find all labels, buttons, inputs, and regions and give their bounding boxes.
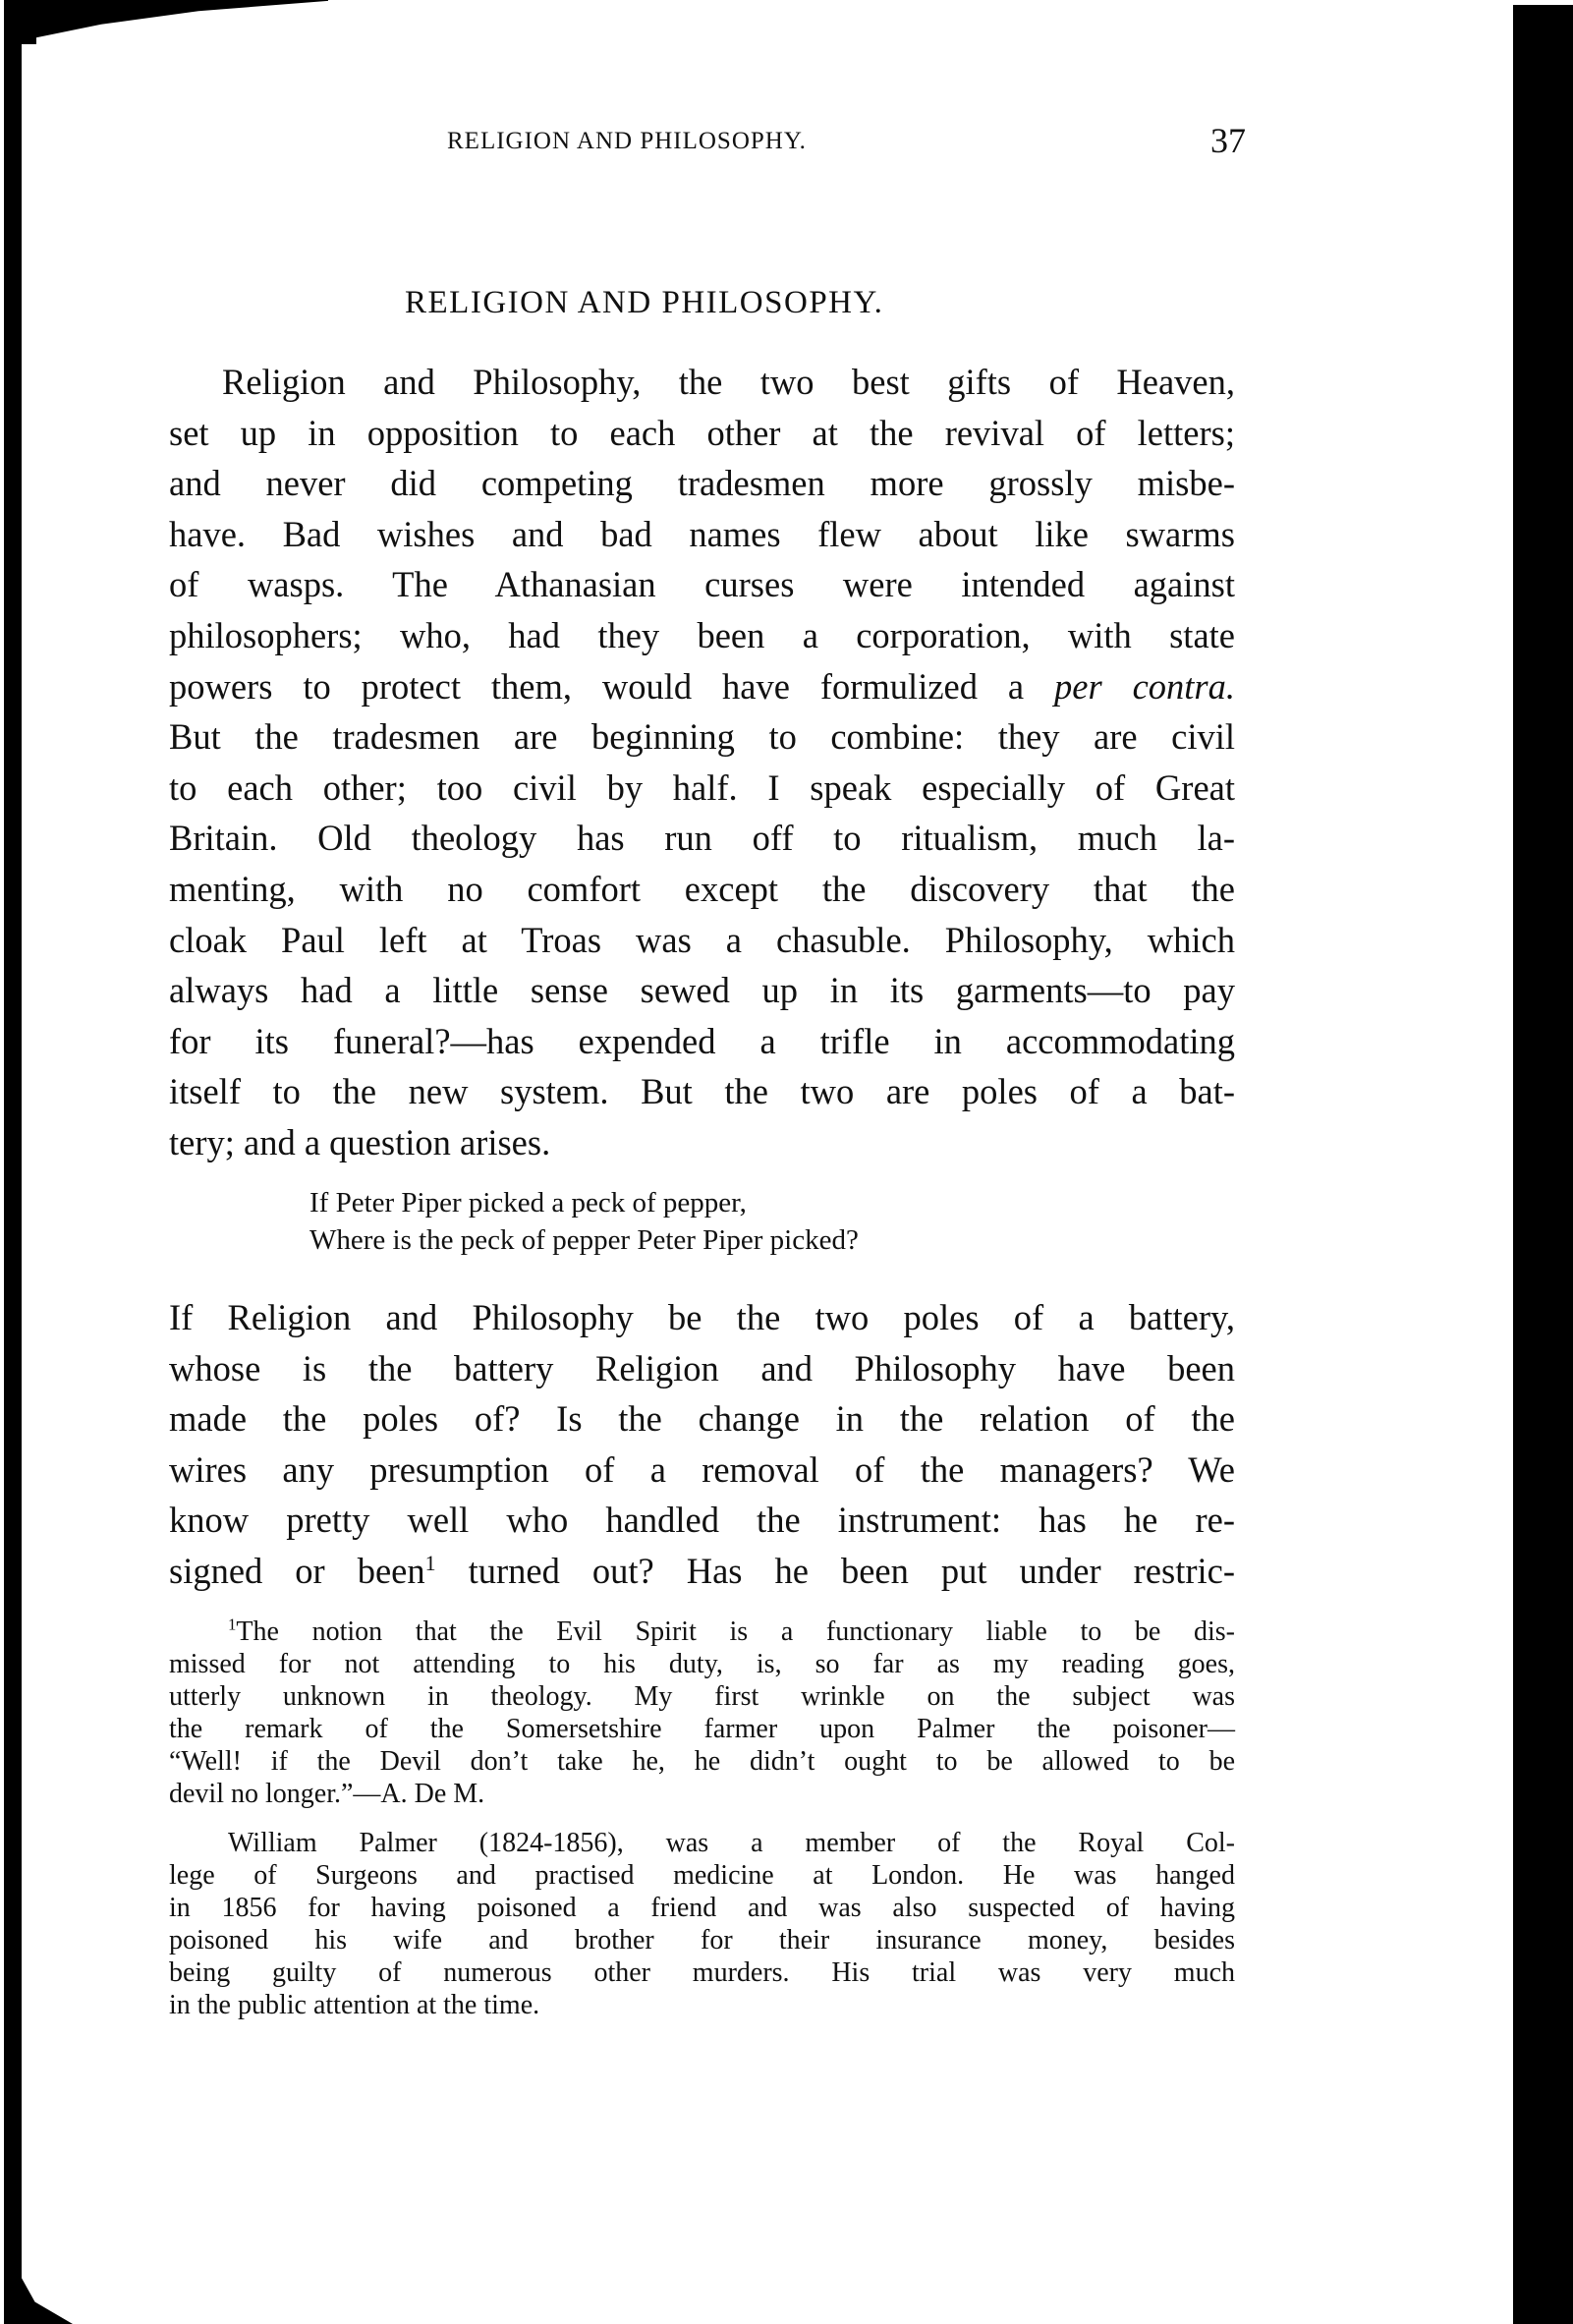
text-line: If Religion and Philosophy be the two poles of a battery, <box>169 1297 1235 1337</box>
text-line: whose is the battery Religion and Philosophy have been <box>169 1347 1235 1389</box>
footnote-2 <box>169 1827 1235 2021</box>
page-number: 37 <box>1210 121 1246 160</box>
footnote-line <box>169 1615 1235 1648</box>
paragraph-2 <box>169 1292 1235 1597</box>
text-line: for its funeral?—has expended a trifle in accommodating <box>169 1020 1235 1061</box>
scan-border-right <box>1513 5 1573 2324</box>
scan-corner-top-left <box>4 0 328 44</box>
text-span: signed or been <box>169 1550 425 1591</box>
text-line: cloak Paul left at Troas was a chasuble. Philosophy, which <box>169 919 1235 960</box>
footnote-line: missed for not attending to his duty, is, so far as my reading goes, <box>169 1649 1235 1679</box>
footnote-line: poisoned his wife and brother for their insurance money, besides <box>169 1925 1235 1956</box>
verse-quote <box>309 1184 859 1259</box>
text-line: But the tradesmen are beginning to combine: they are civil <box>169 716 1235 758</box>
footnote-line: “Well! if the Devil don’t take he, he didn’t ought to be allowed to be <box>169 1746 1235 1777</box>
text-line <box>169 1546 1235 1597</box>
text-line: of wasps. The Athanasian curses were intended against <box>169 564 1235 605</box>
text-line: know pretty well who handled the instrument: has he re- <box>169 1500 1235 1541</box>
footnote-marker: 1 <box>228 1615 237 1634</box>
text-span: turned out? Has he been put under restric- <box>468 1550 1235 1591</box>
text-line: tery; and a question arises. <box>169 1121 551 1162</box>
footnote-line: utterly unknown in theology. My first wrinkle on the subject was <box>169 1681 1235 1712</box>
footnote-line: in 1856 for having poisoned a friend and was also suspected of having <box>169 1893 1235 1923</box>
text-line: have. Bad wishes and bad names flew about like swarms <box>169 513 1235 554</box>
footnote-line: in the public attention at the time. <box>169 1990 540 2020</box>
footnote-line: the remark of the Somersetshire farmer upon Palmer the poisoner— <box>169 1714 1235 1744</box>
text-line: made the poles of? Is the change in the relation of the <box>169 1398 1235 1440</box>
text-line: philosophers; who, had they been a corporation, with state <box>169 614 1235 655</box>
text-line: Religion and Philosophy, the two best gifts of Heaven, <box>222 362 1235 402</box>
verse-line: If Peter Piper picked a peck of pepper, <box>309 1187 747 1219</box>
text-line: to each other; too civil by half. I speak especially of Great <box>169 766 1235 808</box>
text-line: always had a little sense sewed up in its garments—to pay <box>169 970 1235 1011</box>
paragraph-1 <box>169 357 1235 1168</box>
italic-phrase: per contra. <box>1054 665 1236 707</box>
running-head: RELIGION AND PHILOSOPHY. <box>447 128 807 154</box>
scan-border-left <box>4 29 22 2324</box>
footnote-line: lege of Surgeons and practised medicine at London. He was hanged <box>169 1860 1235 1891</box>
footnote-line: William Palmer (1824-1856), was a member of the Royal Col- <box>228 1828 1235 1858</box>
text-line: itself to the new system. But the two are poles of a bat- <box>169 1071 1235 1112</box>
footnote-line: devil no longer.”—A. De M. <box>169 1779 485 1809</box>
text-span: The notion that the Evil Spirit is a functionary liable to be dis- <box>236 1616 1235 1647</box>
chapter-title: RELIGION AND PHILOSOPHY. <box>405 285 884 320</box>
text-line: set up in opposition to each other at the revival of letters; <box>169 412 1235 453</box>
text-line <box>169 661 1235 712</box>
footnote-reference[interactable]: 1 <box>424 1550 436 1575</box>
text-span: powers to protect them, would have formulized a <box>169 665 1025 707</box>
footnote-line: being guilty of numerous other murders. His trial was very much <box>169 1957 1235 1988</box>
text-line: menting, with no comfort except the discovery that the <box>169 868 1235 909</box>
text-line: Britain. Old theology has run off to ritualism, much la- <box>169 818 1235 859</box>
text-line: wires any presumption of a removal of the managers? We <box>169 1448 1235 1490</box>
verse-line: Where is the peck of pepper Peter Piper picked? <box>309 1224 859 1256</box>
footnote-1 <box>169 1615 1235 1810</box>
text-line: and never did competing tradesmen more grossly misbe- <box>169 463 1235 504</box>
